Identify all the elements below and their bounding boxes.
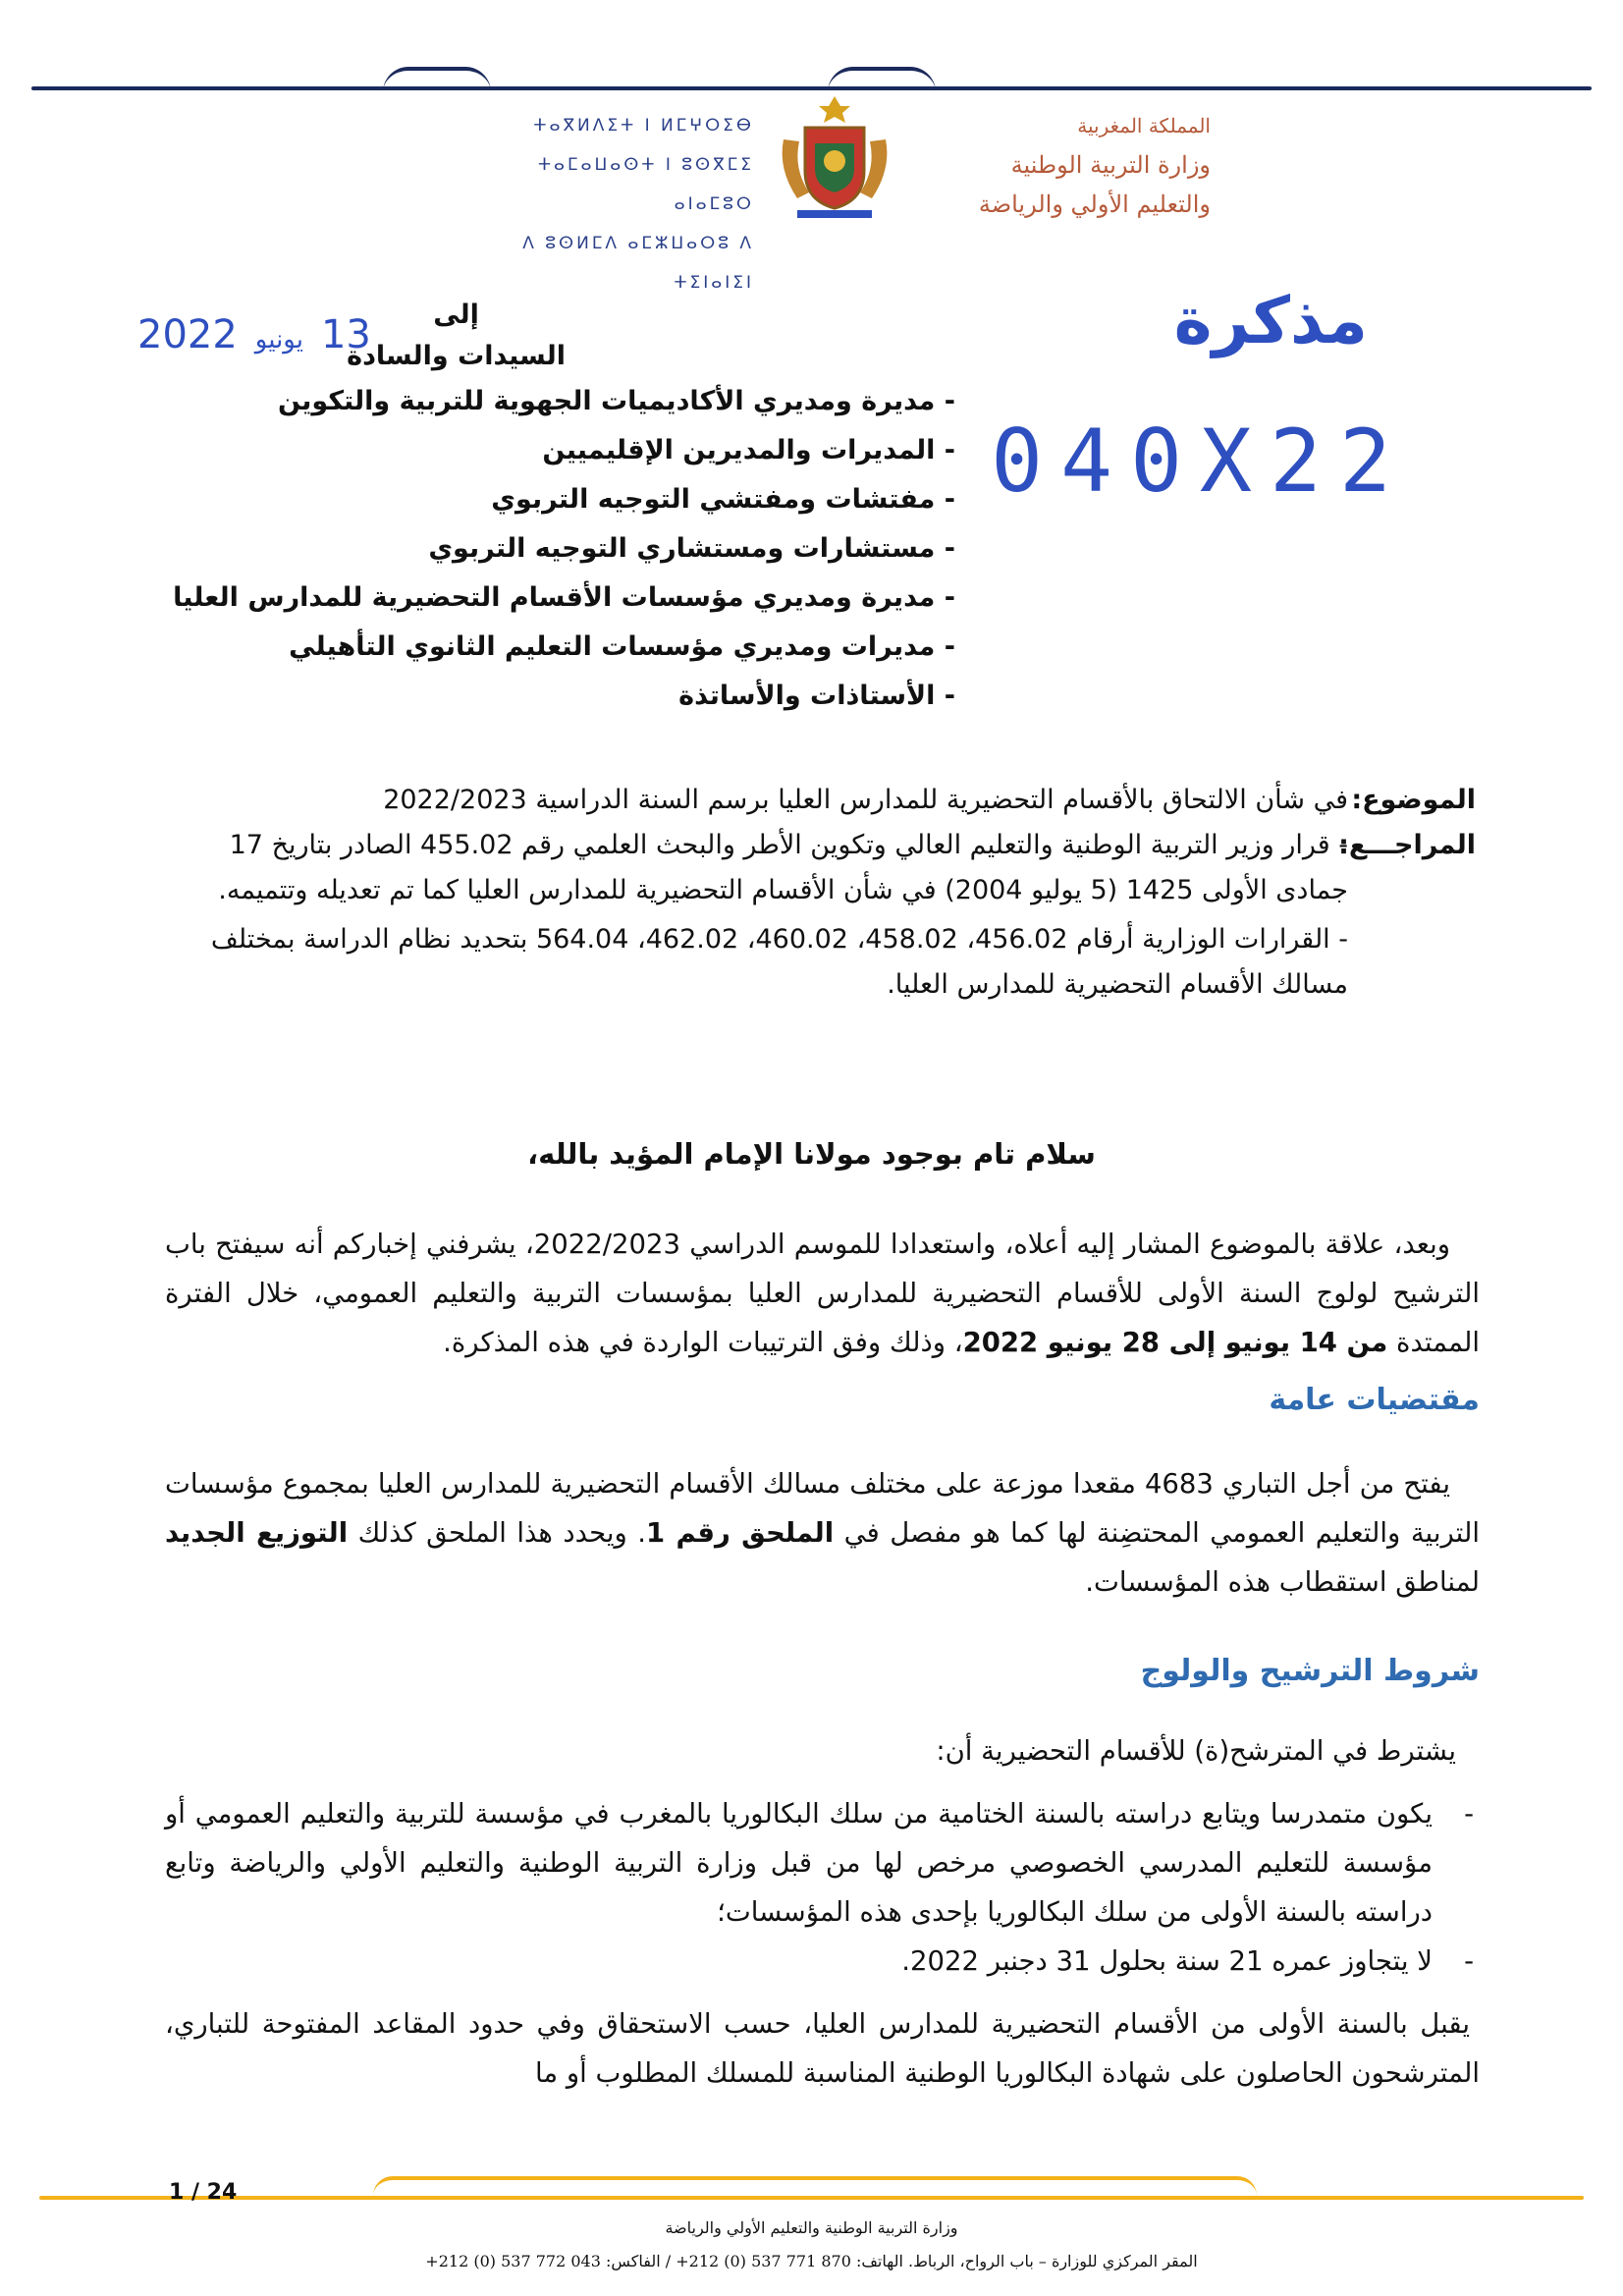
new-distribution: التوزيع الجديد xyxy=(165,1517,349,1549)
kingdom-name-tifinagh: ⵜⴰⴳⵍⴷⵉⵜ ⵏ ⵍⵎⵖⵔⵉⴱ xyxy=(533,116,754,136)
top-rule-ornament xyxy=(828,67,936,92)
recipients-to: إلى xyxy=(433,300,479,330)
page-number: 1 / 24 xyxy=(169,2180,238,2205)
ministry-name-line2: والتعليم الأولي والرياضة xyxy=(978,191,1211,218)
footer-ministry: وزارة التربية الوطنية والتعليم الأولي والرياضة xyxy=(665,2218,958,2237)
general-text-1: يفتح من أجل التباري 4683 مقعدا موزعة على مختلف مسالك الأقسام التحضيرية للمدارس العليا بمجموع مؤسسات التربية والتعليم العمومي المحتضِنة لها كما هو مفصل في xyxy=(165,1468,1481,1549)
recipient-item: - مديرة ومديري مؤسسات الأقسام التحضيرية للمدارس العليا xyxy=(173,574,955,623)
date-year: 2022 xyxy=(137,312,238,357)
intro-period: من 14 يونيو إلى 28 يونيو 2022 xyxy=(962,1327,1388,1358)
footer-address: المقر المركزي للوزارة – باب الرواح، الرباط. الهاتف: 870 771 537 (0) 212+ / الفاكس: 043 772 537 (0) 212+ xyxy=(425,2252,1198,2270)
intro-text-2: ، وذلك وفق الترتيبات الواردة في هذه المذكرة. xyxy=(443,1327,963,1358)
section-heading-conditions: شروط الترشيح والولوج xyxy=(1140,1654,1480,1688)
ministry-header-arabic xyxy=(979,106,1211,224)
general-text-2: . ويحدد هذا الملحق كذلك xyxy=(348,1517,646,1549)
memo-stamp-number: 040X22 xyxy=(991,410,1409,512)
references-label: المراجـــع: xyxy=(1338,830,1476,860)
recipients-block xyxy=(173,295,955,721)
date-day: 13 xyxy=(320,312,371,357)
recipient-item: - مديرة ومديري الأكاديميات الجهوية للتربية والتكوين xyxy=(173,377,955,426)
subject-text: في شأن الالتحاق بالأقسام التحضيرية للمدارس العليا برسم السنة الدراسية 2022/2023 xyxy=(383,785,1348,815)
intro-paragraph xyxy=(165,1220,1480,1367)
greeting: سلام تام بوجود مولانا الإمام المؤيد بالله، xyxy=(527,1137,1096,1171)
footer-contact xyxy=(0,2212,1623,2278)
conditions-block xyxy=(165,1726,1480,2098)
reference-2: - القرارات الوزارية أرقام 456.02، 458.02، 460.02، 462.02، 564.04 بتحديد نظام الدراسة بمختلف مسالك الأقسام التحضيرية للمدارس العليا. xyxy=(210,924,1348,1000)
memo-stamp-title: مذكرة xyxy=(1173,283,1368,358)
annex-reference: الملحق رقم 1 xyxy=(646,1517,835,1549)
recipient-item: - مديرات ومديري مؤسسات التعليم الثانوي التأهيلي xyxy=(173,623,955,672)
conditions-list xyxy=(165,1789,1480,1986)
recipient-item: - الأستاذات والأساتذة xyxy=(173,672,955,721)
section-heading-general: مقتضيات عامة xyxy=(1269,1383,1480,1417)
conditions-lead: يشترط في المترشح(ة) للأقسام التحضيرية أن: xyxy=(936,1735,1456,1767)
recipient-item: - المديرات والمديرين الإقليميين xyxy=(173,426,955,475)
ministry-header-tifinagh xyxy=(460,106,754,302)
recipient-item: - مستشارات ومستشاري التوجيه التربوي xyxy=(173,524,955,574)
date-month: يونيو xyxy=(254,325,303,355)
footer-rule xyxy=(39,2196,1584,2200)
ministry-name-line1: وزارة التربية الوطنية xyxy=(1010,151,1211,179)
ministry-name-tifinagh-2: ⴷ ⵓⵙⵍⵎⴷ ⴰⵎⵣⵡⴰⵔⵓ ⴷ ⵜⵉⵏⴰⵏⵉⵏ xyxy=(522,234,754,293)
recipient-item: - مفتشات ومفتشي التوجيه التربوي xyxy=(173,475,955,524)
admission-paragraph: يقبل بالسنة الأولى من الأقسام التحضيرية للمدارس العليا، حسب الاستحقاق وفي حدود المقاعد المفتوحة للتباري، المترشحون الحاصلون على شهادة البكالوريا الوطنية المناسبة للمسلك المطلوب أو ما xyxy=(165,2008,1480,2089)
ministry-name-tifinagh-1: ⵜⴰⵎⴰⵡⴰⵙⵜ ⵏ ⵓⵙⴳⵎⵉ ⴰⵏⴰⵎⵓⵔ xyxy=(537,155,754,214)
subject-label: الموضوع: xyxy=(1351,785,1476,815)
intro-text-1: وبعد، علاقة بالموضوع المشار إليه أعلاه، واستعدادا للموسم الدراسي 2022/2023، يشرفني إخباركم أنه سيفتح باب الترشيح لولوج السنة الأولى للأقسام التحضيرية للمدارس العليا بمؤسسات التربية والتعليم العمومي، خلال الفترة الممتدة xyxy=(165,1229,1480,1358)
general-provisions-paragraph xyxy=(165,1459,1480,1607)
coat-of-arms-icon xyxy=(776,90,893,223)
general-text-3: لمناطق استقطاب هذه المؤسسات. xyxy=(1085,1566,1480,1598)
top-rule-ornament xyxy=(383,67,491,92)
recipients-list xyxy=(173,377,955,721)
recipients-salutation: السيدات والسادة xyxy=(347,341,566,371)
reference-1: - قرار وزير التربية الوطنية والتعليم العالي وتكوين الأطر والبحث العلمي رقم 455.02 الصادر بتاريخ 17 جمادى الأولى 1425 (5 يوليو 2004) في شأن الأقسام التحضيرية للمدارس العليا كما تم تعديله وتتميمه. xyxy=(218,830,1348,905)
kingdom-name: المملكة المغربية xyxy=(1077,114,1211,137)
condition-item: - يكون متمدرسا ويتابع دراسته بالسنة الختامية من سلك البكالوريا بالمغرب في مؤسسة للتربية والتعليم العمومي أو مؤسسة للتعليم المدرسي الخصوصي مرخص لها من قبل وزارة التربية الوطنية والتعليم الأولي والرياضة وتابع دراسته بالسنة الأولى من سلك البكالوريا بإحدى هذه المؤسسات؛ xyxy=(165,1789,1480,1937)
subject-block xyxy=(157,778,1476,1008)
condition-item: - لا يتجاوز عمره 21 سنة بحلول 31 دجنبر 2022. xyxy=(165,1937,1480,1986)
